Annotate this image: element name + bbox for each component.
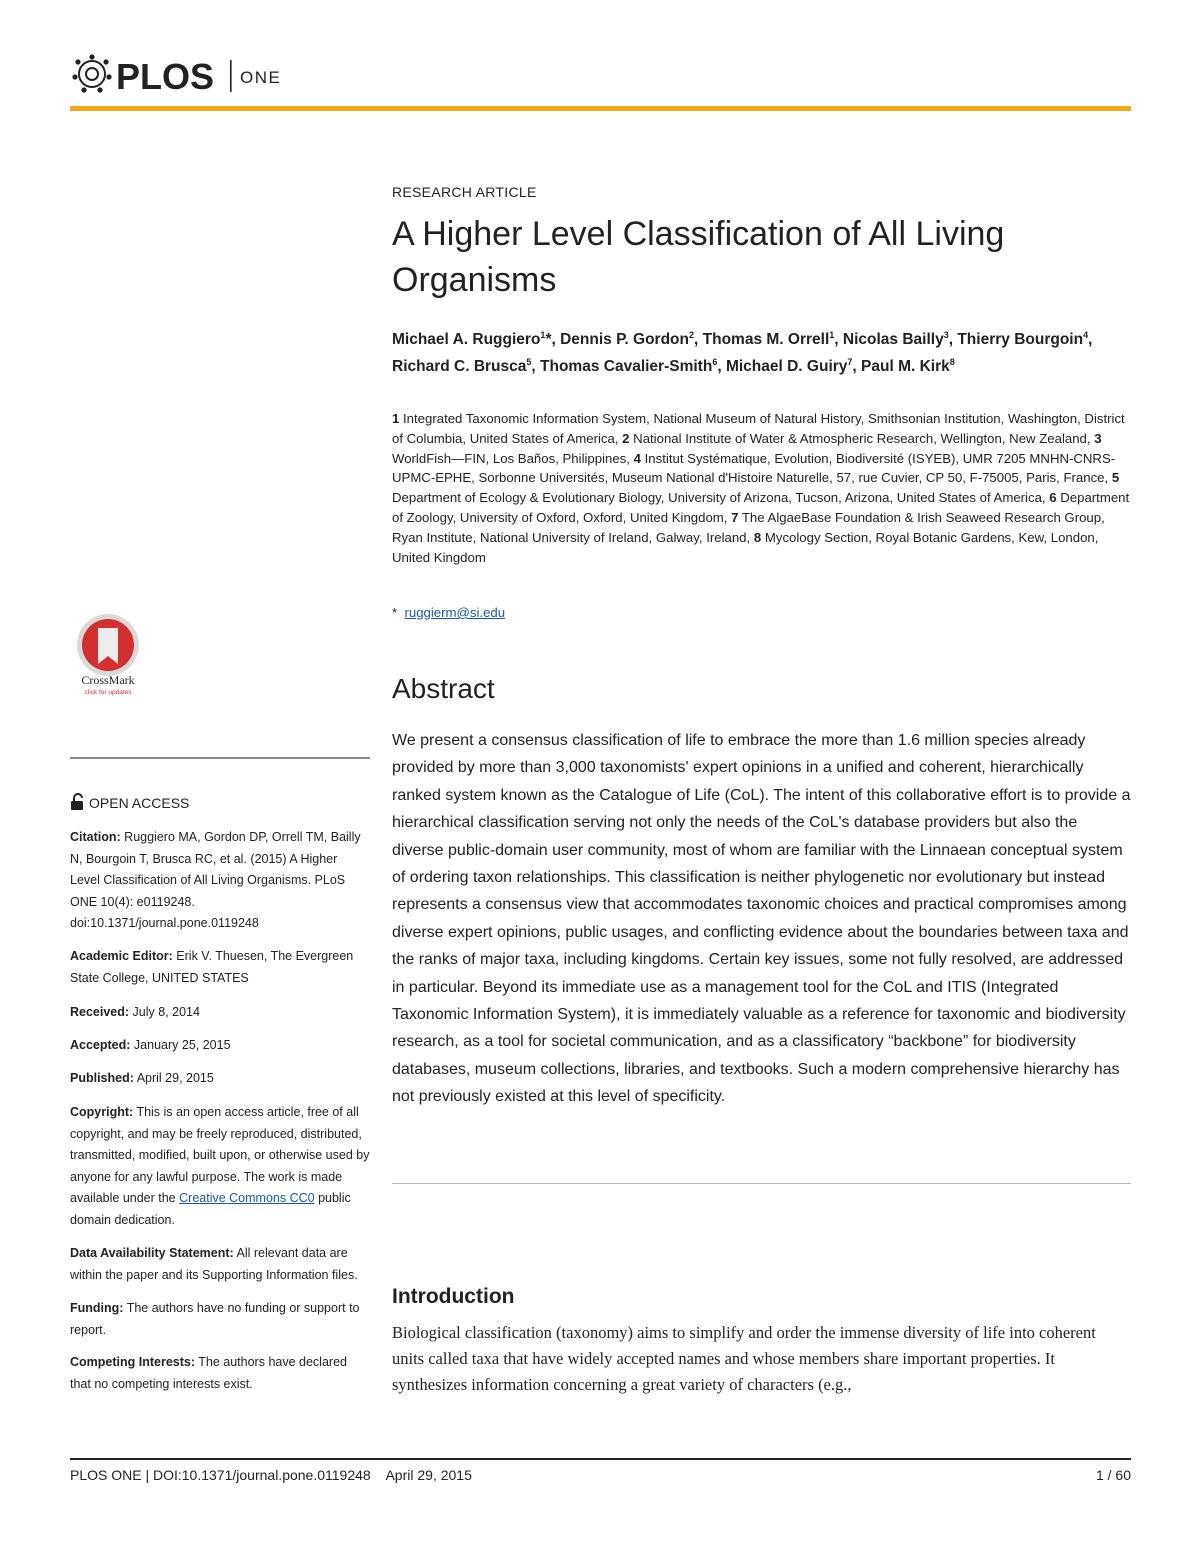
author-name: Michael D. Guiry [725, 358, 848, 376]
author-affiliation-number: 8 [949, 357, 955, 368]
editor-block [70, 946, 370, 989]
author-separator: , [852, 358, 862, 376]
open-access-text: OPEN ACCESS [89, 795, 190, 811]
received-label: Received: [70, 1005, 130, 1019]
affiliation-text: The AlgaeBase Foundation & Irish Seaweed Research Group, Ryan Institute, National University of Ireland, Galway, Ireland, [392, 509, 1105, 545]
author-affiliation-number: 4 [1083, 330, 1089, 340]
author-separator: , [694, 331, 703, 349]
header-accent-rule [70, 106, 1131, 111]
author-list [392, 324, 1132, 378]
open-lock-icon [70, 793, 86, 814]
published-date: April 29, 2015 [136, 1071, 214, 1085]
article-title: A Higher Level Classification of All Living Organisms [392, 215, 1005, 299]
author-name: Thierry Bourgoin [957, 331, 1084, 349]
affiliation-text: Mycology Section, Royal Botanic Gardens, Kew, London, United Kingdom [392, 529, 1099, 565]
author-name: Thomas Cavalier-Smith [540, 358, 713, 376]
copyright-label: Copyright: [70, 1105, 134, 1119]
logo-plos-text: PLOS [116, 56, 215, 97]
copyright-text-end: public domain dedication. [70, 1191, 351, 1227]
footer-doi-date: PLOS ONE | DOI:10.1371/journal.pone.0119248 April 29, 2015 [70, 1467, 472, 1483]
accepted-block [70, 1035, 370, 1057]
editor-text: Erik V. Thuesen, The Evergreen State College, UNITED STATES [70, 949, 354, 985]
competing-interests-label: Competing Interests: [70, 1355, 196, 1369]
affiliations [392, 409, 1132, 567]
funding-text: The authors have no funding or support to report. [70, 1301, 360, 1337]
citation-text: Ruggiero MA, Gordon DP, Orrell TM, Bailly N, Bourgoin T, Brusca RC, et al. (2015) A Higher Level Classification of All Living Organisms. PLoS ONE 10(4): e0119248. doi:10.1371/journal.pone.0119248 [70, 830, 361, 931]
affiliation-number: 4 [633, 450, 641, 466]
author-separator: , [1088, 331, 1093, 349]
author-affiliation-number: 5 [526, 357, 532, 368]
affiliation-text: Department of Ecology & Evolutionary Biology, University of Arizona, Tucson, Arizona, United States of America, [392, 490, 1050, 506]
affiliation-text: Integrated Taxonomic Information System, National Museum of Natural History, Smithsonian Institution, Washington, District of Columbia, United States of America, [392, 411, 1125, 446]
copyright-text: This is an open access article, free of all copyright, and may be freely reproduced, distributed, transmitted, modified, built upon, or otherwise used by anyone for any lawful purpose. The work is made available under the [70, 1105, 370, 1206]
author-name: Nicolas Bailly [842, 331, 944, 349]
author-affiliation-number: 6 [712, 357, 718, 368]
affiliation-text: National Institute of Water & Atmospheric Research, Wellington, New Zealand, [629, 430, 1095, 446]
affiliation-number: 5 [1111, 470, 1120, 486]
author-separator: *, [545, 331, 561, 349]
open-access-label [70, 793, 189, 814]
abstract-divider [392, 1183, 1131, 1184]
abstract-body: We present a consensus classification of life to embrace the more than 1.6 million species already provided by more than 3,000 taxonomists' expert opinions in a unified and coherent, hierarchically ranked system known as the Catalogue of Life (CoL). The intent of this collaborative effort is to provide a hierarchical classification serving not only the needs of the CoL's database providers but also the diverse public-domain user community, most of whom are familiar with the Linnaean conceptual system of ordering taxon relationships. This classification is neither phylogenetic nor evolutionary but instead represents a consensus view that accommodates taxonomic choices and practical compromises among diverse expert opinions, public usages, and conflicting evidence about the boundaries between taxa and the ranks of major taxa, including kingdoms. Certain key issues, some not fully resolved, are addressed in particular. Beyond its immediate use as a management tool for the CoL and ITIS (Integrated Taxonomic Information System), it is immediately valuable as a reference for taxonomic and biodiversity research, as a tool for societal communication, and as a classificatory “backbone” for biodiversity databases, museum collections, libraries, and textbooks. Such a modern comprehensive hierarchy has not previously existed at this level of specificity. [392, 732, 1131, 1106]
author-separator: , [531, 358, 541, 376]
affiliation-number: 2 [622, 430, 630, 446]
corresponding-email-line [392, 605, 505, 620]
affiliation-text: Department of Zoology, University of Oxford, Oxford, United Kingdom, [392, 490, 1130, 525]
data-availability-label: Data Availability Statement: [70, 1246, 234, 1260]
plos-one-logo [70, 52, 300, 102]
cc0-license-link[interactable]: Creative Commons CC0 [179, 1191, 315, 1206]
crossmark-sublabel: click for updates [84, 689, 132, 696]
article-type: RESEARCH ARTICLE [392, 184, 537, 200]
published-label: Published: [70, 1071, 134, 1085]
funding-label: Funding: [70, 1301, 124, 1315]
accepted-date: January 25, 2015 [133, 1038, 231, 1052]
author-separator: , [834, 331, 843, 349]
competing-interests-block [70, 1352, 370, 1395]
author-name: Paul M. Kirk [861, 358, 950, 376]
received-block [70, 1002, 370, 1024]
abstract-heading: Abstract [392, 673, 495, 704]
author-name: Richard C. Brusca [392, 358, 527, 376]
sidebar-divider [70, 757, 370, 759]
introduction-heading: Introduction [392, 1285, 515, 1308]
affiliation-number: 8 [753, 529, 762, 545]
affiliation-number: 7 [731, 509, 739, 525]
crossmark-icon [70, 612, 146, 702]
copyright-block [70, 1102, 370, 1232]
editor-label: Academic Editor: [70, 949, 173, 963]
page-number: 1 / 60 [1095, 1467, 1131, 1483]
affiliation-number: 6 [1049, 490, 1057, 506]
author-name: Michael A. Ruggiero [392, 331, 541, 349]
author-affiliation-number: 1 [540, 330, 546, 340]
data-availability-block [70, 1243, 370, 1286]
funding-block [70, 1298, 370, 1341]
author-affiliation-number: 3 [943, 330, 949, 340]
received-date: July 8, 2014 [132, 1005, 200, 1019]
affiliation-number: 3 [1094, 430, 1102, 446]
author-separator: , [717, 358, 726, 376]
introduction-body: Biological classification (taxonomy) aims to simplify and order the immense diversity of life into coherent units called taxa that have widely accepted names and whose members share important properties. It synthesizes information concerning a great variety of characters (e.g., [392, 1323, 1096, 1394]
citation-label: Citation: [70, 830, 121, 844]
corresponding-mark: * [392, 605, 398, 620]
affiliation-text: WorldFish—FIN, Los Baños, Philippines, [392, 450, 634, 466]
affiliation-text: Institut Systématique, Evolution, Biodiversité (ISYEB), UMR 7205 MNHN-CNRS-UPMC-EPHE, Sorbonne Universités, Museum National d'Histoire Naturelle, 57, rue Cuvier, CP 50, F-75005, Paris, France, [392, 450, 1116, 486]
plos-logo-icon [70, 52, 300, 102]
competing-interests-text: The authors have declared that no competing interests exist. [70, 1355, 347, 1391]
author-name: Dennis P. Gordon [560, 331, 689, 349]
accepted-label: Accepted: [70, 1038, 131, 1052]
author-affiliation-number: 2 [689, 330, 695, 340]
footer-rule [70, 1458, 1131, 1460]
author-name: Thomas M. Orrell [702, 331, 830, 349]
author-affiliation-number: 1 [829, 330, 835, 340]
crossmark-label: CrossMark [81, 673, 135, 687]
affiliation-number: 1 [392, 411, 400, 426]
data-availability-text: All relevant data are within the paper and its Supporting Information files. [70, 1246, 358, 1282]
published-block [70, 1068, 370, 1090]
author-separator: , [948, 331, 958, 349]
author-affiliation-number: 7 [847, 357, 853, 368]
email-link[interactable]: ruggierm@si.edu [404, 605, 506, 620]
citation-block [70, 827, 370, 935]
crossmark-badge[interactable] [70, 612, 146, 702]
logo-one-text: ONE [240, 68, 282, 87]
